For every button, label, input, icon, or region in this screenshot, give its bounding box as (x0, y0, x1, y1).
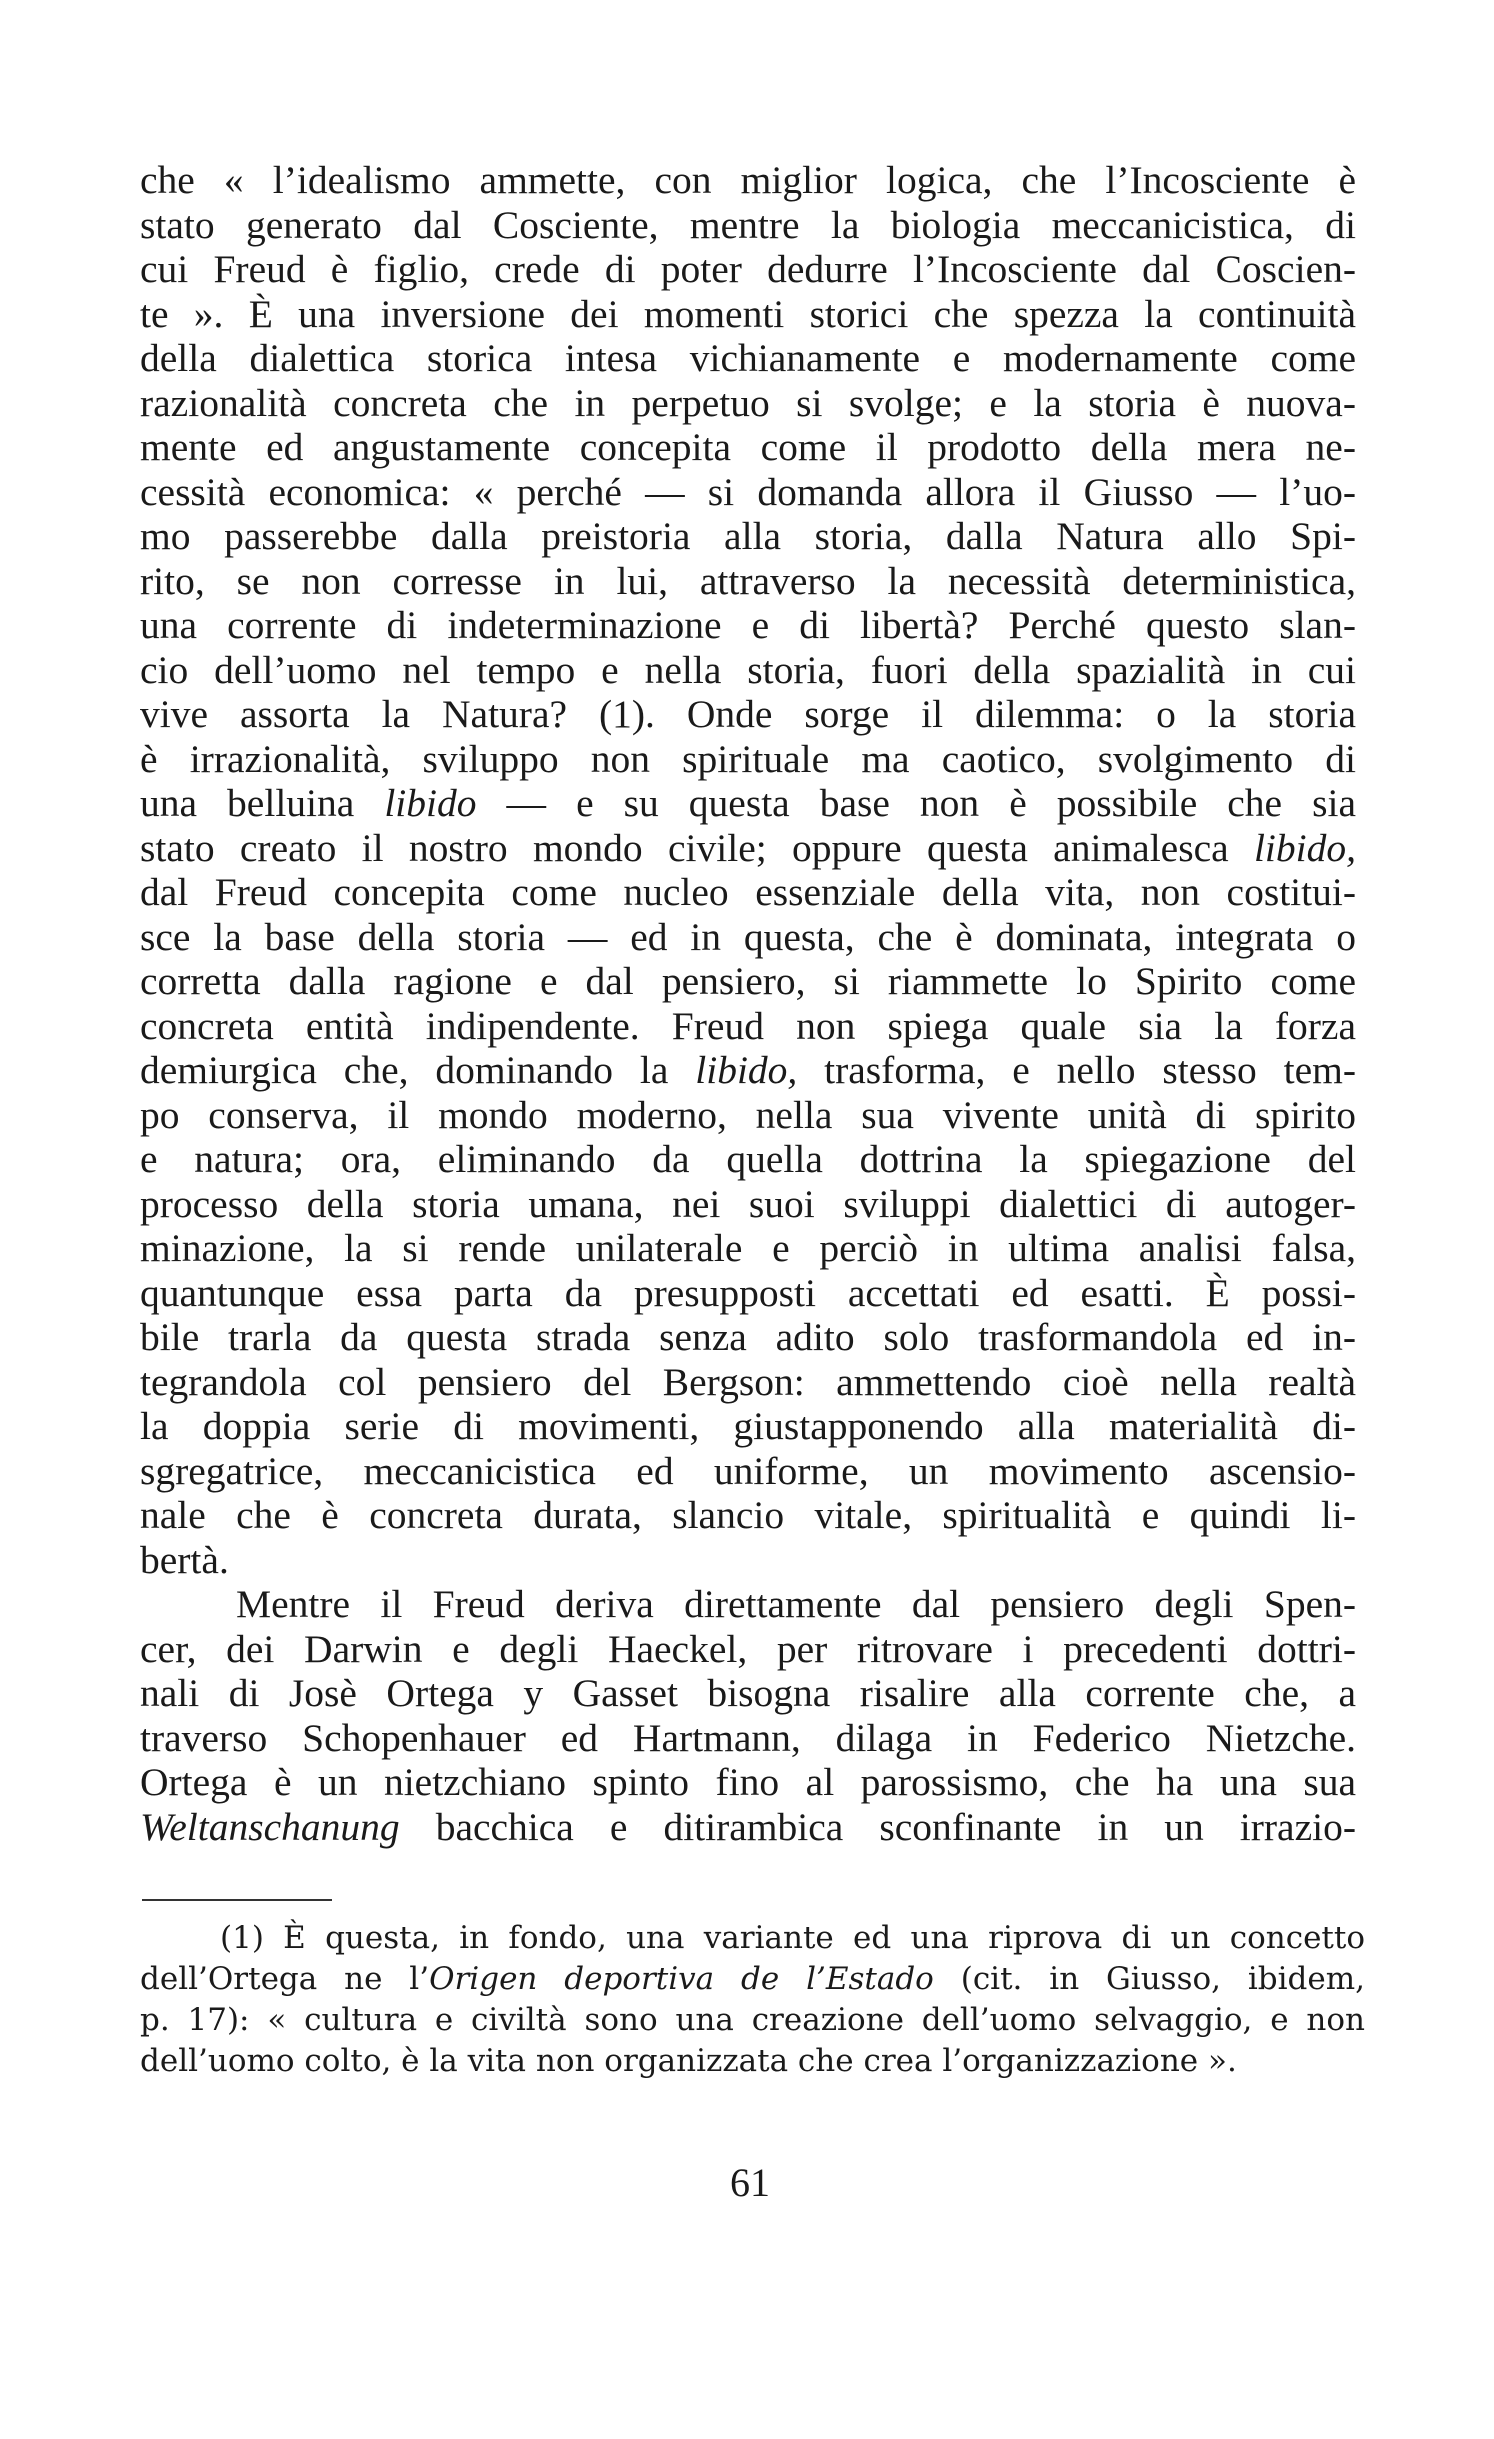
italic-term-weltanschanung: Weltanschanung (140, 1804, 400, 1849)
text-line: rito, se non corresse in lui, attraverso la necessità deterministica, (140, 558, 1356, 603)
text-line: bile trarla da questa strada senza adito solo trasformandola ed in- (140, 1315, 1356, 1359)
footnote-line: (1) È questa, in fondo, una variante ed una riprova di un concetto (220, 1920, 1365, 1956)
text-line: corretta dalla ragione e dal pensiero, si riammette lo Spirito come (140, 959, 1356, 1003)
text-line: concreta entità indipendente. Freud non spiega quale sia la forza (140, 1003, 1356, 1048)
text-line: mente ed angustamente concepita come il prodotto della mera ne- (140, 425, 1356, 469)
text-line: della dialettica storica intesa vichianamente e modernamente come (140, 336, 1356, 380)
text-line: e natura; ora, eliminando da quella dottrina la spiegazione del (140, 1137, 1356, 1181)
text-line: cer, dei Darwin e degli Haeckel, per ritrovare i precedenti dottri- (140, 1626, 1356, 1671)
text-line: una corrente di indeterminazione e di libertà? Perché questo slan- (140, 603, 1356, 647)
text-line: che « l’idealismo ammette, con miglior logica, che l’Incosciente è (140, 158, 1356, 202)
text-line: cio dell’uomo nel tempo e nella storia, fuori della spazialità in cui (140, 647, 1356, 692)
body-text (140, 158, 1356, 1849)
text-run: stato creato il nostro mondo civile; oppure questa animalesca (140, 825, 1254, 870)
text-line: nale che è concreta durata, slancio vitale, spiritualità e quindi li- (140, 1493, 1356, 1537)
text-line: sgregatrice, meccanicistica ed uniforme, un movimento ascensio- (140, 1448, 1356, 1493)
footnote-line (140, 1959, 1365, 2000)
text-line: la doppia serie di movimenti, giustapponendo alla materialità di- (140, 1404, 1356, 1448)
text-line-paragraph-end: bertà. (140, 1537, 229, 1582)
text-run: dell’Ortega ne l’ (140, 1961, 430, 1997)
footnote-separator (142, 1899, 332, 1901)
text-line: quantunque essa parta da presupposti accettati ed esatti. È possi- (140, 1270, 1356, 1315)
text-line: è irrazionalità, sviluppo non spirituale ma caotico, svolgimento di (140, 736, 1356, 781)
text-line: sce la base della storia — ed in questa, che è dominata, integrata o (140, 914, 1356, 959)
text-line: cui Freud è figlio, crede di poter dedurre l’Incosciente dal Coscien- (140, 247, 1356, 291)
text-run: demiurgica che, dominando la (140, 1048, 696, 1092)
text-line: vive assorta la Natura? (1). Onde sorge il dilemma: o la storia (140, 692, 1356, 736)
text-run: — e su questa base non è possibile che sia (476, 781, 1356, 825)
text-line: te ». È una inversione dei momenti storici che spezza la continuità (140, 291, 1356, 336)
footnote-line: dell’uomo colto, è la vita non organizzata che crea l’organizzazione ». (140, 2043, 1237, 2079)
text-line: dal Freud concepita come nucleo essenziale della vita, non costitui- (140, 870, 1356, 914)
page-number: 61 (730, 2160, 770, 2205)
text-run: una belluina (140, 781, 385, 825)
text-line: minazione, la si rende unilaterale e perciò in ultima analisi falsa, (140, 1226, 1356, 1270)
text-line: processo della storia umana, nei suoi sviluppi dialettici di autoger- (140, 1181, 1356, 1226)
footnote-line: p. 17): « cultura e civiltà sono una creazione dell’uomo selvaggio, e non (140, 2002, 1365, 2038)
text-run: bacchica e ditirambica sconfinante in un irrazio- (399, 1804, 1356, 1849)
italic-term-libido: libido (384, 781, 477, 825)
italic-title: Origen deportiva de l’Estado (429, 1961, 934, 1997)
text-line: razionalità concreta che in perpetuo si svolge; e la storia è nuova- (140, 380, 1356, 425)
text-line: po conserva, il mondo moderno, nella sua vivente unità di spirito (140, 1092, 1356, 1137)
text-line: tegrandola col pensiero del Bergson: ammettendo cioè nella realtà (140, 1359, 1356, 1404)
footnote (140, 1918, 1365, 2082)
text-line: stato generato dal Cosciente, mentre la biologia meccanicistica, di (140, 202, 1356, 247)
text-line: cessità economica: « perché — si domanda allora il Giusso — l’uo- (140, 469, 1356, 514)
text-line: mo passerebbe dalla preistoria alla storia, dalla Natura allo Spi- (140, 514, 1356, 558)
text-line: traverso Schopenhauer ed Hartmann, dilaga in Federico Nietzche. (140, 1715, 1356, 1760)
italic-term-libido: libido, (1253, 825, 1356, 870)
text-run: (cit. in Giusso, ibidem, (933, 1961, 1365, 1997)
text-line: nali di Josè Ortega y Gasset bisogna risalire alla corrente che, a (140, 1671, 1356, 1715)
text-line-italic (140, 781, 1356, 826)
text-run: trasforma, e nello stesso tem- (797, 1048, 1356, 1092)
text-line-italic (140, 826, 1356, 871)
text-line-italic (140, 1048, 1356, 1093)
text-line-paragraph-start: Mentre il Freud deriva direttamente dal pensiero degli Spen- (236, 1582, 1356, 1626)
text-line-italic (140, 1805, 1356, 1850)
text-line: Ortega è un nietzchiano spinto fino al parossismo, che ha una sua (140, 1760, 1356, 1804)
italic-term-libido: libido, (695, 1048, 798, 1092)
